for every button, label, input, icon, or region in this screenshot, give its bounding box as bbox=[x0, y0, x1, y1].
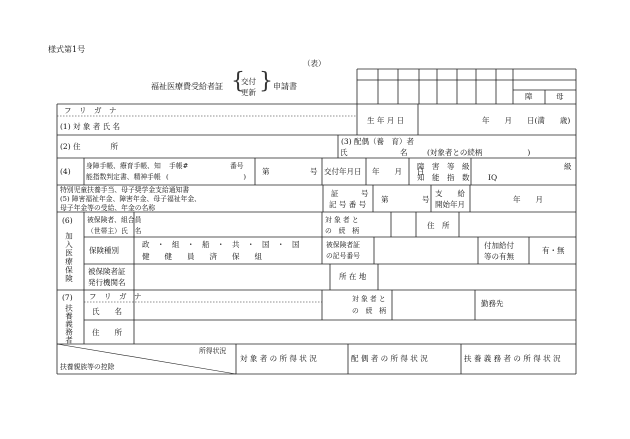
iq-suffix: IQ bbox=[488, 173, 498, 182]
handbook-type-line2: 能指数判定書、精神手帳 bbox=[86, 173, 161, 181]
insured-relation-label-2: の 続 柄 bbox=[325, 227, 359, 235]
side-label: （表） bbox=[303, 59, 326, 68]
furigana-label: フ リ ガ ナ bbox=[64, 106, 117, 115]
item-6-number: (6) bbox=[62, 216, 73, 225]
item-7-number: (7) bbox=[62, 293, 73, 302]
header-label-disability: 障 bbox=[525, 92, 533, 101]
form-title: 福祉医療費受給者証 bbox=[151, 82, 223, 91]
income-status-label: 所得状況 bbox=[199, 347, 227, 355]
pension-line3: 母子年金等の受給、年金の名称 bbox=[60, 204, 156, 212]
dependent-relation-label-1: 対 象 者 と bbox=[352, 295, 386, 303]
address-label: (2) 住 所 bbox=[60, 142, 119, 151]
insurance-types-row2: 健 健 員 済 保 組 bbox=[142, 252, 262, 261]
issuer-location-label: 所 在 地 bbox=[339, 272, 367, 281]
title-suffix: 申請書 bbox=[273, 82, 297, 91]
issuer-label-1: 被保険者証 bbox=[88, 267, 126, 276]
spouse-relation-label: (対象者との続柄 ) bbox=[427, 148, 531, 157]
title-option-issue: 交付 bbox=[241, 77, 256, 86]
pension-line1: 特別児童扶養手当、母子奨学金支給通知書 bbox=[60, 186, 190, 194]
insured-address-label: 住 所 bbox=[427, 221, 450, 230]
brace-left: { bbox=[231, 69, 245, 94]
dependent-relation-label-2: の 続 柄 bbox=[352, 307, 386, 315]
cert-number-label-2: 記 号 番 号 bbox=[329, 200, 367, 209]
insured-cert-number-label-1: 被保険者証 bbox=[326, 241, 360, 249]
additional-benefit-label-1: 付加給付 bbox=[484, 241, 514, 250]
dependent-address-label: 住 所 bbox=[92, 328, 122, 337]
disability-grade-label: 障 害 等 級 bbox=[417, 162, 470, 171]
insurance-type-label: 保険種別 bbox=[89, 246, 119, 255]
income-dependent-label: 扶 養 義 務 者 の 所 得 状 況 bbox=[464, 354, 561, 363]
spouse-label: (3) 配偶（養 育）者 bbox=[341, 137, 415, 146]
birth-date-label: 生 年 月 日 bbox=[367, 116, 405, 125]
insured-name-label-1: 被保険者、組合員 bbox=[87, 216, 142, 224]
brace-right: } bbox=[259, 69, 273, 94]
insurance-types-row1: 政 ・ 組 ・ 船 ・ 共 ・ 国 ・ 国 bbox=[142, 240, 300, 249]
issue-date-label: 交付年月日 bbox=[324, 167, 362, 176]
issuer-label-2: 発行機関名 bbox=[88, 278, 126, 287]
income-target-label: 対 象 者 の 所 得 状 況 bbox=[240, 354, 317, 363]
cert-number-label-1: 証 号 bbox=[331, 189, 369, 198]
pension-line2: (5) 障害福祉年金、障害年金、母子福祉年金、 bbox=[60, 195, 201, 203]
payment-start-format: 年 月 bbox=[513, 195, 543, 204]
dependent-side-label: 扶養義務者 bbox=[64, 304, 74, 344]
grade-suffix: 級 bbox=[564, 162, 572, 171]
cert-number-prefix: 第 bbox=[381, 195, 389, 204]
dependent-furigana-label: フ リ ガ ナ bbox=[89, 292, 142, 301]
form-number: 様式第1号 bbox=[48, 45, 86, 54]
number-suffix: 号 bbox=[310, 167, 318, 176]
number-prefix: 第 bbox=[262, 167, 270, 176]
income-spouse-label: 配 偶 者 の 所 得 状 況 bbox=[351, 354, 428, 363]
insurance-side-label: 加入医療保険 bbox=[64, 232, 74, 283]
iq-label: 知 能 指 数 bbox=[417, 173, 470, 182]
additional-benefit-label-2: 等の有無 bbox=[484, 252, 514, 261]
spouse-name-label: 氏 名 bbox=[340, 148, 408, 157]
deduction-label: 扶養親族等の控除 bbox=[60, 363, 115, 371]
dependent-name-label: 氏 名 bbox=[92, 307, 122, 316]
handbook-paren: ( ) bbox=[166, 173, 247, 181]
handbook-type-line1: 身障手帳、療育手帳、知 bbox=[86, 162, 161, 170]
birth-date-format: 年 月 日(満 歳) bbox=[482, 116, 571, 125]
insured-cert-number-label-2: の記号番号 bbox=[326, 252, 360, 260]
header-label-mother: 母 bbox=[556, 92, 564, 101]
issue-date-format: 年 月 日 bbox=[372, 167, 425, 176]
handbook-number-suffix: 番号 bbox=[230, 162, 244, 170]
payment-start-label-2: 開始年月 bbox=[435, 200, 465, 209]
insured-relation-label-1: 対 象 者 と bbox=[325, 216, 359, 224]
workplace-label: 勤務先 bbox=[481, 299, 504, 308]
item-4-number: (4) bbox=[60, 167, 71, 176]
additional-benefit-options: 有・無 bbox=[542, 246, 565, 255]
applicant-name-label: (1) 対 象 者 氏 名 bbox=[60, 122, 121, 131]
insured-name-label-2: （世帯主）氏 名 bbox=[87, 227, 142, 235]
title-option-renew: 更新 bbox=[241, 88, 256, 97]
handbook-number-label: 手帳# bbox=[169, 162, 189, 170]
payment-start-label-1: 支 給 bbox=[435, 189, 465, 198]
cert-number-suffix: 号 bbox=[422, 195, 430, 204]
